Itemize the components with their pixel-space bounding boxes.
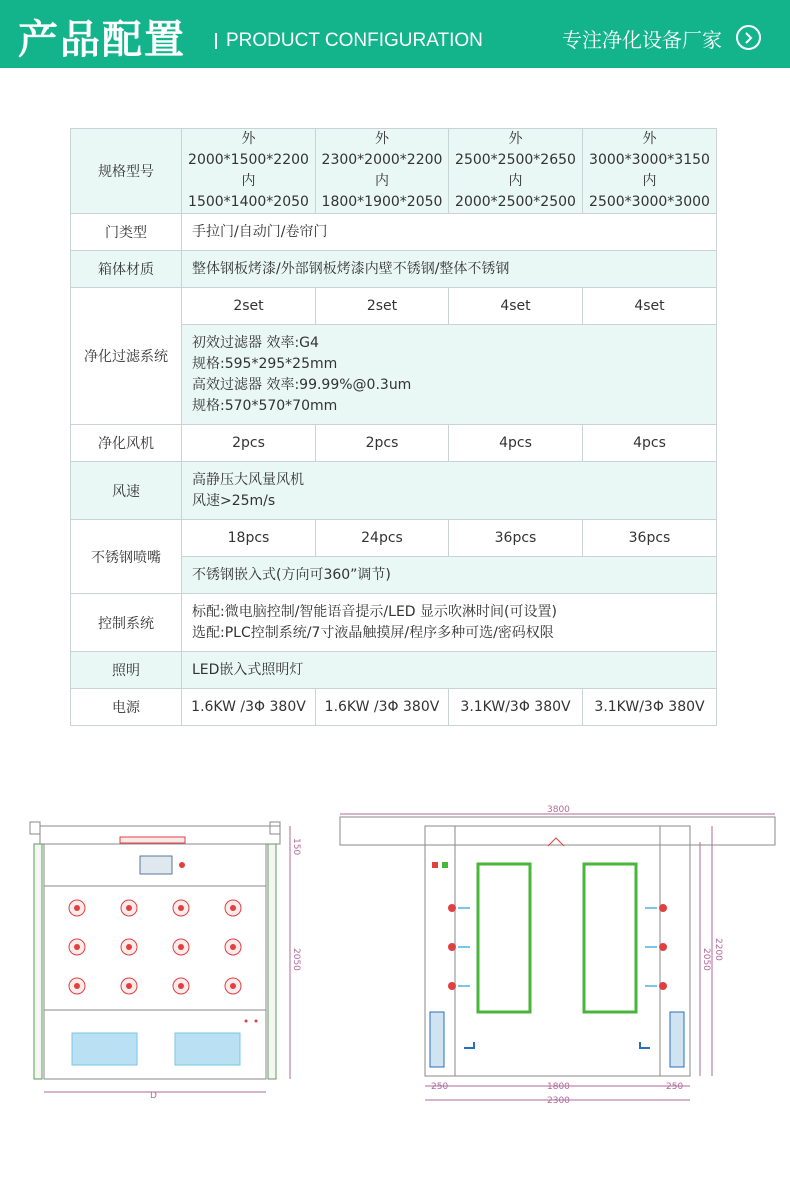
technical-drawings <box>0 790 790 1130</box>
spec-label: 规格型号 <box>71 129 182 214</box>
nozzle-icon-center <box>126 983 132 989</box>
filter-set: 2set <box>316 288 449 325</box>
fan-value: 4pcs <box>449 425 583 462</box>
power-label: 电源 <box>71 689 182 726</box>
wind-label: 风速 <box>71 462 182 520</box>
nozzle-icon-center <box>230 944 236 950</box>
side-door-left <box>478 864 530 1012</box>
wind-line: 风速>25m/s <box>192 492 276 509</box>
filter-row <box>71 288 717 325</box>
fan-label: 净化风机 <box>71 425 182 462</box>
page-title-en: PRODUCT CONFIGURATION <box>226 30 483 51</box>
side-arrow-right <box>640 1042 650 1048</box>
model-outer: 外2000*1500*2200 <box>188 131 309 168</box>
front-dim-top: 150 <box>291 838 301 856</box>
nozzle-icon-center <box>230 983 236 989</box>
nozzle-icon-center <box>230 905 236 911</box>
nozzle-value: 36pcs <box>449 520 583 557</box>
side-body <box>425 826 690 1076</box>
front-light-strip <box>120 837 185 843</box>
filter-label: 净化过滤系统 <box>71 288 182 425</box>
filter-detail <box>182 325 717 425</box>
side-dim-inner-height: 2050 <box>701 948 711 971</box>
fan-value: 2pcs <box>316 425 449 462</box>
nozzle-note: 不锈钢嵌入式(方向可360”调节) <box>182 557 717 594</box>
side-dim-bottom: 2300 <box>547 1096 570 1106</box>
filter-set: 4set <box>449 288 583 325</box>
nozzle-icon-center <box>74 944 80 950</box>
door-value: 手拉门/自动门/卷帘门 <box>182 214 717 251</box>
side-nozzle-icon <box>659 904 667 912</box>
model-inner: 内1500*1400*2050 <box>188 173 309 210</box>
wind-line: 高静压大风量风机 <box>192 471 304 488</box>
side-nozzle-groups <box>448 904 667 990</box>
filter-line: 规格:595*295*25mm <box>192 355 338 372</box>
nozzle-icon-center <box>126 905 132 911</box>
front-view-drawing <box>30 822 290 1092</box>
front-corner-left <box>30 822 40 834</box>
spec-table <box>70 128 717 726</box>
model-outer: 外2500*2500*2650 <box>455 131 576 168</box>
front-dot <box>255 1020 258 1023</box>
nozzle-icon-center <box>74 905 80 911</box>
side-door-right <box>584 864 636 1012</box>
control-row <box>71 594 717 652</box>
model-outer: 外2300*2000*2200 <box>321 131 443 168</box>
control-detail <box>182 594 717 652</box>
side-vent-right <box>670 1012 684 1067</box>
wind-detail <box>182 462 717 520</box>
front-control-panel <box>140 856 172 874</box>
title-divider <box>215 33 217 49</box>
side-nozzle-icon <box>659 982 667 990</box>
material-row <box>71 251 717 288</box>
control-label: 控制系统 <box>71 594 182 652</box>
nozzle-label: 不锈钢喷嘴 <box>71 520 182 594</box>
model-outer: 外3000*3000*3150 <box>589 131 710 168</box>
front-vent-right <box>175 1033 240 1065</box>
filter-line: 高效过滤器 效率:99.99%@0.3um <box>192 376 412 393</box>
model-cell-1 <box>182 129 316 214</box>
model-cell-4 <box>583 129 717 214</box>
side-dim-middle: 1800 <box>547 1082 570 1092</box>
nozzle-value: 18pcs <box>182 520 316 557</box>
side-dim-right: 250 <box>666 1082 684 1092</box>
page-header <box>0 0 790 68</box>
fan-row <box>71 425 717 462</box>
side-nozzle-icon <box>659 943 667 951</box>
side-dim-outer-height: 2200 <box>713 938 723 961</box>
front-vent-left <box>72 1033 137 1065</box>
front-dim-width: D <box>150 1091 157 1101</box>
side-nozzle-icon <box>448 982 456 990</box>
header-slogan: 专注净化设备厂家 <box>562 28 722 52</box>
front-indicator <box>179 862 185 868</box>
page-title-cn: 产品配置 <box>18 17 186 63</box>
model-inner: 内2500*3000*3000 <box>589 173 710 210</box>
side-nozzle-icon <box>448 943 456 951</box>
power-value: 1.6KW /3Φ 380V <box>316 689 449 726</box>
filter-line: 初效过滤器 效率:G4 <box>192 334 319 351</box>
nozzle-value: 36pcs <box>583 520 717 557</box>
side-dim-left: 250 <box>431 1082 449 1092</box>
nozzle-icon-center <box>126 944 132 950</box>
model-cell-2 <box>316 129 449 214</box>
power-value: 3.1KW/3Φ 380V <box>583 689 717 726</box>
control-line: 选配:PLC控制系统/7寸液晶触摸屏/程序多种可选/密码权限 <box>192 624 554 641</box>
door-label: 门类型 <box>71 214 182 251</box>
side-vent-left <box>430 1012 444 1067</box>
lighting-value: LED嵌入式照明灯 <box>182 652 717 689</box>
fan-value: 4pcs <box>583 425 717 462</box>
front-dot <box>245 1020 248 1023</box>
lighting-label: 照明 <box>71 652 182 689</box>
power-value: 3.1KW/3Φ 380V <box>449 689 583 726</box>
side-indicator <box>432 862 438 868</box>
model-cell-3 <box>449 129 583 214</box>
nozzle-value: 24pcs <box>316 520 449 557</box>
fan-value: 2pcs <box>182 425 316 462</box>
filter-set: 2set <box>182 288 316 325</box>
control-line: 标配:微电脑控制/智能语音提示/LED 显示吹淋时间(可设置) <box>192 603 557 620</box>
side-top-beam <box>340 817 775 845</box>
lighting-row <box>71 652 717 689</box>
nozzle-row <box>71 520 717 557</box>
front-dim-height: 2050 <box>291 948 301 971</box>
nozzle-icon-center <box>178 983 184 989</box>
spec-row <box>71 129 717 214</box>
side-indicator <box>442 862 448 868</box>
front-nozzle-grid <box>69 900 241 994</box>
filter-set: 4set <box>583 288 717 325</box>
wind-row <box>71 462 717 520</box>
power-row <box>71 689 717 726</box>
side-arrow-left <box>464 1042 474 1048</box>
model-inner: 内1800*1900*2050 <box>321 173 443 210</box>
side-nozzle-icon <box>448 904 456 912</box>
model-inner: 内2000*2500*2500 <box>455 173 576 210</box>
nozzle-icon-center <box>74 983 80 989</box>
chevron-right-circle-icon[interactable] <box>736 25 761 50</box>
filter-line: 规格:570*570*70mm <box>192 397 338 414</box>
door-row <box>71 214 717 251</box>
nozzle-icon-center <box>178 905 184 911</box>
nozzle-icon-center <box>178 944 184 950</box>
material-label: 箱体材质 <box>71 251 182 288</box>
power-value: 1.6KW /3Φ 380V <box>182 689 316 726</box>
front-corner-right <box>270 822 280 834</box>
front-right-post <box>268 844 276 1079</box>
front-left-post <box>34 844 42 1079</box>
side-dim-total-width: 3800 <box>547 805 570 815</box>
material-value: 整体钢板烤漆/外部钢板烤漆内壁不锈钢/整体不锈钢 <box>182 251 717 288</box>
